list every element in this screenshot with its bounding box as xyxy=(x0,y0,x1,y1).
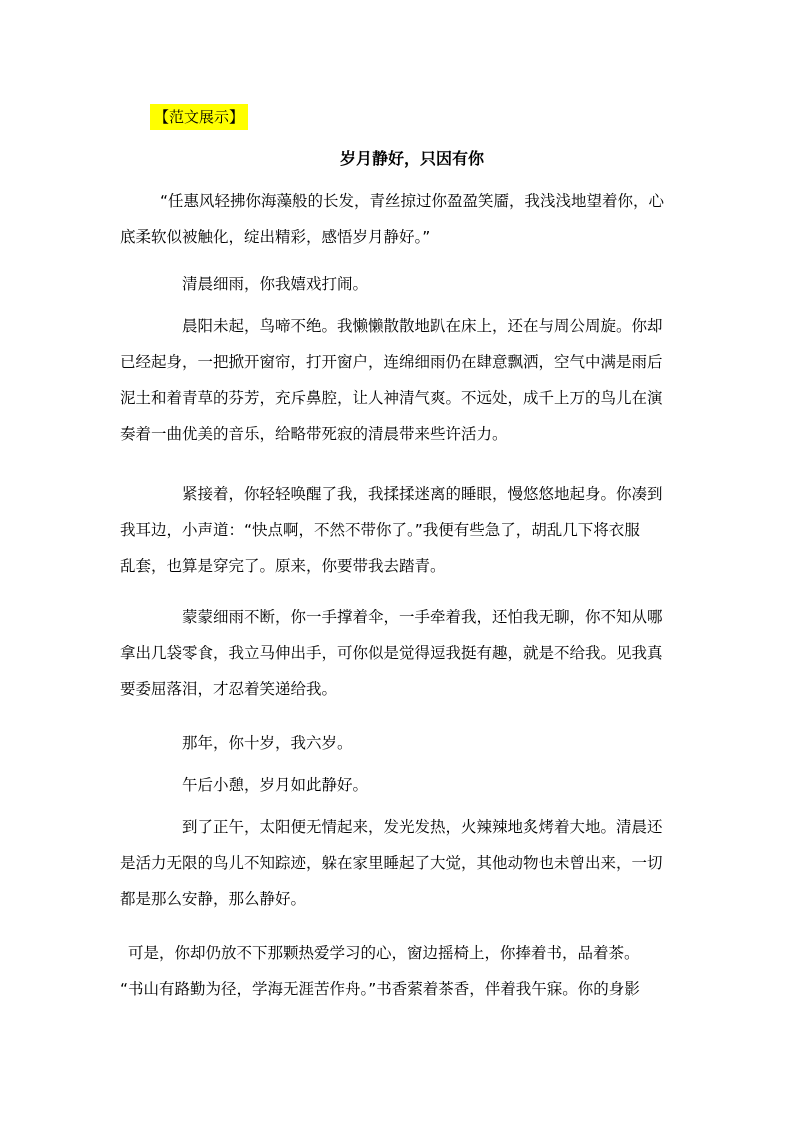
paragraph xyxy=(120,476,680,584)
text-line: 要委屈落泪，才忍着笑递给我。 xyxy=(120,680,338,698)
text-line: 已经起身，一把掀开窗帘，打开窗户，连绵细雨仍在肆意飘洒，空气中满是雨后 xyxy=(120,353,663,371)
paragraph xyxy=(120,809,680,917)
text-line: 到了正午，太阳便无情起来，发光发热，火辣辣地炙烤着大地。清晨还 xyxy=(182,818,663,836)
paragraph xyxy=(120,308,680,452)
paragraph xyxy=(120,935,680,1007)
text-line: 拿出几袋零食，我立马伸出手，可你似是觉得逗我挺有趣，就是不给我。见我真 xyxy=(120,644,663,662)
text-line: 清晨细雨，你我嬉戏打闹。 xyxy=(182,275,369,293)
text-line: 我耳边，小声道：“快点啊，不然不带你了。”我便有些急了，胡乱几下将衣服 xyxy=(120,521,640,539)
text-line: 午后小憩，岁月如此静好。 xyxy=(182,776,369,794)
text-line: 可是，你却仍放不下那颗热爱学习的心，窗边摇椅上，你捧着书，品着茶。 xyxy=(128,944,640,962)
text-line: 是活力无限的鸟儿不知踪迹，躲在家里睡起了大觉，其他动物也未曾出来，一切 xyxy=(120,854,663,872)
text-line: 泥土和着青草的芬芳，充斥鼻腔，让人神清气爽。不远处，成千上万的鸟儿在演 xyxy=(120,389,663,407)
text-line: “书山有路勤为径，学海无涯苦作舟。”书香萦着茶香，伴着我午寐。你的身影 xyxy=(120,980,640,998)
text-line: 乱套，也算是穿完了。原来，你要带我去踏青。 xyxy=(120,557,446,575)
section-tag: 【范文展示】 xyxy=(150,104,248,130)
text-line: 紧接着，你轻轻唤醒了我，我揉揉迷离的睡眼，慢悠悠地起身。你凑到 xyxy=(182,485,663,503)
essay-title: 岁月静好，只因有你 xyxy=(339,149,484,168)
paragraph xyxy=(120,767,680,803)
text-line: “任惠风轻拂你海藻般的长发，青丝掠过你盈盈笑靥，我浅浅地望着你，心 xyxy=(160,192,665,210)
paragraph xyxy=(120,599,680,707)
text-line: 都是那么安静，那么静好。 xyxy=(120,890,307,908)
text-line: 那年，你十岁，我六岁。 xyxy=(182,734,353,752)
text-line: 奏着一曲优美的音乐，给略带死寂的清晨带来些许活力。 xyxy=(120,425,508,443)
text-line: 底柔软似被触化，绽出精彩，感悟岁月静好。” xyxy=(120,228,431,246)
paragraph xyxy=(120,266,680,302)
paragraph xyxy=(120,725,680,761)
text-line: 晨阳未起，鸟啼不绝。我懒懒散散地趴在床上，还在与周公周旋。你却 xyxy=(182,317,663,335)
text-line: 蒙蒙细雨不断，你一手撑着伞，一手牵着我，还怕我无聊，你不知从哪 xyxy=(182,608,663,626)
paragraph xyxy=(120,183,680,255)
